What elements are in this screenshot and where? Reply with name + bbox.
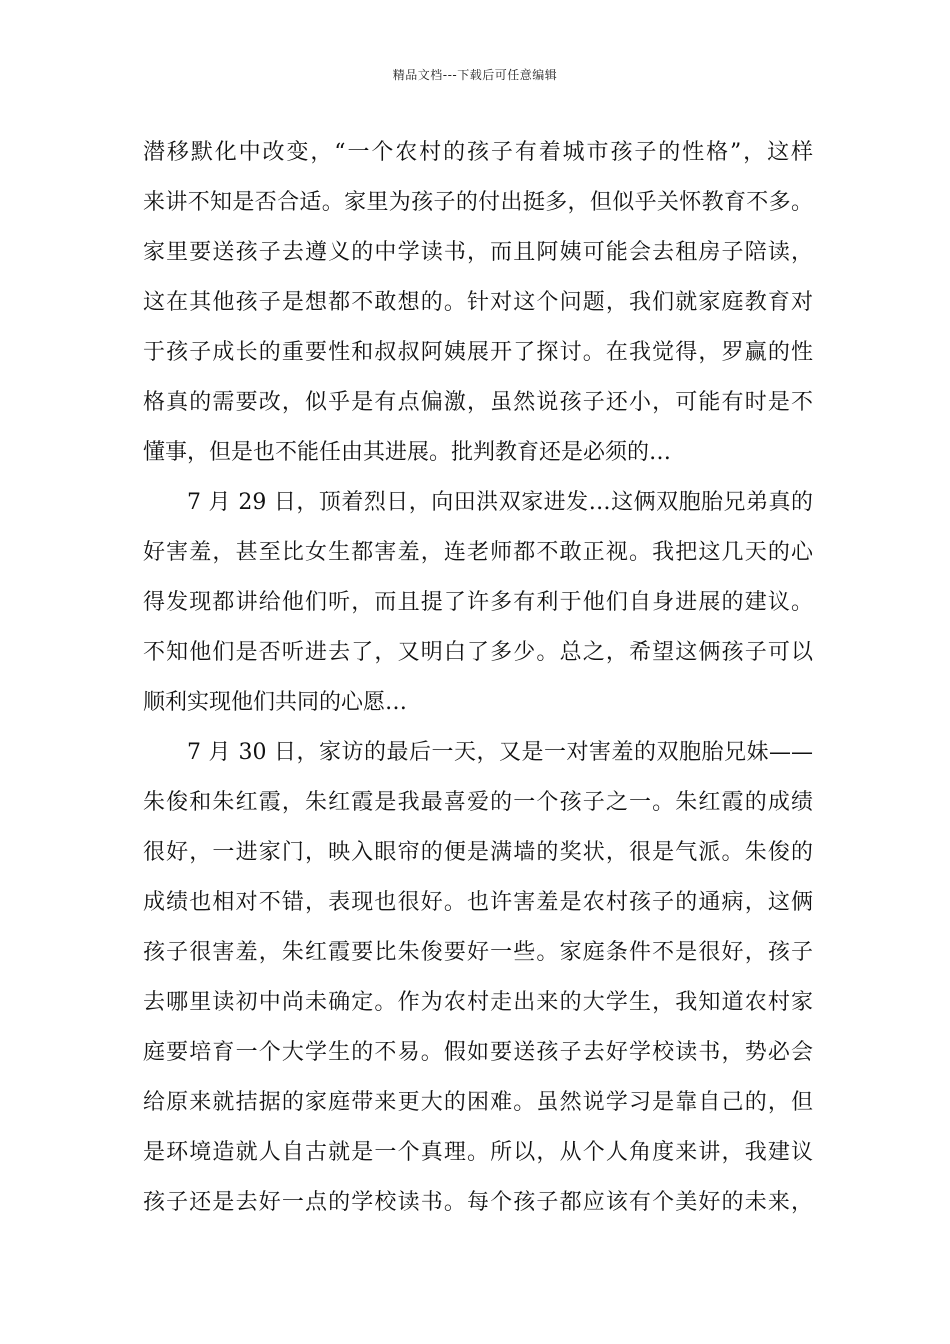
text-line: 给原来就拮据的家庭带来更大的困难。虽然说学习是靠自己的，但 <box>143 1090 813 1115</box>
text-line: 格真的需要改，似乎是有点偏激，虽然说孩子还小，可能有时是不 <box>143 390 813 415</box>
paragraph <box>143 128 813 478</box>
text-line: 是环境造就人自古就是一个真理。所以，从个人角度来讲，我建议 <box>143 1140 813 1165</box>
page-header: 精品文档---下载后可任意编辑 <box>392 68 558 82</box>
text-line: 很好，一进家门，映入眼帘的便是满墙的奖状，很是气派。朱俊的 <box>143 840 813 865</box>
text-line: 成绩也相对不错，表现也很好。也许害羞是农村孩子的通病，这俩 <box>143 890 813 915</box>
text-line: 7 月 30 日，家访的最后一天，又是一对害羞的双胞胎兄妹—— <box>187 740 813 765</box>
text-line: 懂事，但是也不能任由其进展。批判教育还是必须的… <box>143 440 672 465</box>
text-line: 得发现都讲给他们听，而且提了许多有利于他们自身进展的建议。 <box>143 590 813 615</box>
paragraph <box>143 728 813 1228</box>
text-line: 庭要培育一个大学生的不易。假如要送孩子去好学校读书，势必会 <box>143 1040 813 1065</box>
text-line: 不知他们是否听进去了，又明白了多少。总之，希望这俩孩子可以 <box>143 640 813 665</box>
text-line: 朱俊和朱红霞，朱红霞是我最喜爱的一个孩子之一。朱红霞的成绩 <box>143 790 813 815</box>
text-line: 家里要送孩子去遵义的中学读书，而且阿姨可能会去租房子陪读， <box>143 240 813 265</box>
text-line: 7 月 29 日，顶着烈日，向田洪双家进发…这俩双胞胎兄弟真的 <box>187 490 813 515</box>
text-line: 潜移默化中改变，“一个农村的孩子有着城市孩子的性格”，这样 <box>143 140 813 165</box>
text-line: 这在其他孩子是想都不敢想的。针对这个问题，我们就家庭教育对 <box>143 290 813 315</box>
text-line: 顺利实现他们共同的心愿… <box>143 690 408 715</box>
paragraph <box>143 478 813 728</box>
text-line: 去哪里读初中尚未确定。作为农村走出来的大学生，我知道农村家 <box>143 990 813 1015</box>
text-line: 好害羞，甚至比女生都害羞，连老师都不敢正视。我把这几天的心 <box>143 540 813 565</box>
text-line: 孩子还是去好一点的学校读书。每个孩子都应该有个美好的未来， <box>143 1190 813 1215</box>
text-line: 于孩子成长的重要性和叔叔阿姨展开了探讨。在我觉得，罗赢的性 <box>143 340 813 365</box>
text-line: 孩子很害羞，朱红霞要比朱俊要好一些。家庭条件不是很好，孩子 <box>143 940 813 965</box>
document-body <box>143 128 813 1228</box>
text-line: 来讲不知是否合适。家里为孩子的付出挺多，但似乎关怀教育不多。 <box>143 190 813 215</box>
